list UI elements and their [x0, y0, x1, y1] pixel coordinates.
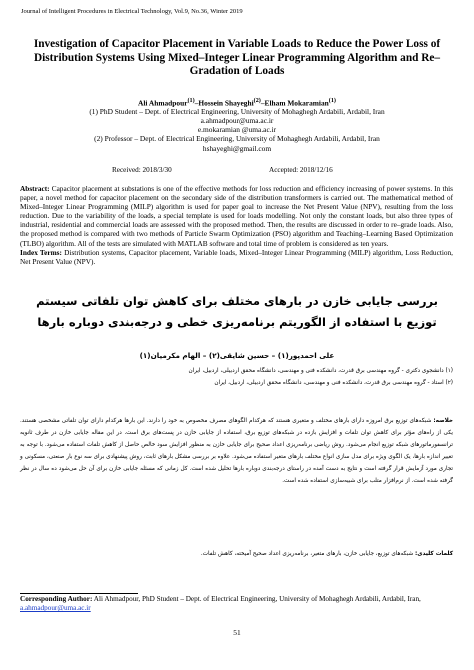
page-number: 51	[233, 628, 241, 637]
author-email: hshayeghi@gmail.com	[202, 144, 272, 153]
author-name: Hossein Shayeghi	[198, 98, 254, 108]
author-email: a.ahmadpour@uma.ac.ir	[200, 116, 274, 125]
persian-title: بررسی جایابی خازن در بارهای مختلف برای کاهش توان تلفاتی سیستم توزیع با استفاده از الگوریتم برنامه‌ریزی خطی و درجه‌بندی دوباره بارها	[36, 294, 438, 329]
persian-abstract	[20, 415, 453, 487]
author-affil-mark: (1)	[187, 98, 195, 104]
persian-abstract-label: خلاصه:	[433, 418, 453, 424]
author-name: Ali Ahmadpour	[138, 98, 188, 108]
author-email: e.mokaramian @uma.ac.ir	[197, 125, 277, 134]
corresponding-author-text: Ali Ahmadpour, PhD Student – Dept. of Electrical Engineering, University of Mohaghegh Ardabili, Ardabil, Iran,	[93, 595, 421, 603]
persian-affiliation-2: (۲) استاد - گروه مهندسی برق قدرت، دانشکده فنی و مهندسی، دانشگاه محقق اردبیلی، اردبیل، ایران	[214, 380, 453, 386]
author-separator: –	[260, 98, 265, 108]
journal-header: Journal of Intelligent Procedures in Electrical Technology, Vol.9, No.36, Winter 2019	[21, 8, 243, 15]
abstract-label: Abstract:	[20, 184, 50, 193]
author-line	[30, 97, 444, 107]
author-separator: –	[194, 98, 199, 108]
abstract-text: Capacitor placement at substations is one of the effective methods for loss reduction and efficiency increasing of power systems. In this paper, a novel method for capacitor placement on the secondary side of the distribution transformers is carried out. The mathematical method of Mixed–Integer Linear Programming (MILP) algorithm is used for paper goal to increase the Net Present Value (NPV), resulting from the loss reduction. Due to the variability of the loads, a special template is used for loads modelling. Not only the constant loads, but also three types of industrial, residential and commercial loads are assessed with the proposed method. Then, the results are discussed in order to re–grade loads. Also, the proposed method is compared with two methods of Particle Swarm Optimization (PSO) algorithm and Teaching–Learning Based Optimization (TLBO) algorithm. All of the tests are simulated with MATLAB software and total time of problem is considered as ten years.	[20, 184, 454, 248]
author-name: Elham Mokaramian	[264, 98, 329, 108]
accepted-date: Accepted: 2018/12/16	[269, 166, 333, 174]
english-abstract	[20, 184, 453, 266]
index-terms-paragraph	[20, 248, 453, 266]
affiliation-2: (2) Professor – Dept. of Electrical Engineering, University of Mohaghegh Ardabili, Ardabil, Iran	[94, 134, 380, 143]
persian-keywords-text: شبکه‌های توزیع، جایابی خازن، بارهای متغیر، برنامه‌ریزی اعداد صحیح آمیخته، کاهش تلفات.	[200, 551, 414, 557]
paper-title: Investigation of Capacitor Placement in Variable Loads to Reduce the Power Loss of Distribution Systems Using Mixed–Integer Linear Programming Algorithm and Re–Gradation of Loads	[33, 38, 441, 78]
persian-abstract-text: شبکه‌های توزیع برق امروزه دارای بارهای مختلف و متغیری هستند که هرکدام الگوهای مصرف مخصوص به خود را دارند. این بارها هرکدام دارای توان تلفاتی مشخصی هستند. یکی از راه‌های مؤثر برای کاهش توان تلفات و افزایش بازده در شبکه‌های توزیع برق، استفاده از جایابی خازن در پست‌های برق است. در این مقاله جایابی خازن در طرف ثانویه ترانسفورماتورهای شبکه توزیع انجام می‌شود. روش ریاضی برنامه‌ریزی اعداد صحیح برای جایابی خازن به منظور افزایش سود خالص حاصل از کاهش تلفات استفاده می‌شود. با توجه به تغییر اندازه بارها، یک الگوی ویژه برای مدل سازی انواع مختلف بارهای متغیر استفاده می‌شود. علاوه بر بررسی مشکل بارهای ثابت، روش پیشنهادی برای سه نوع بار صنعتی، مسکونی و تجاری مورد آزمایش قرار گرفته است و نتایج به دست آمده در راستای درجه‌بندی دوباره بارها تحلیل شده است. کل زمانی که مسئله جایابی خازن برای آن حل می‌شود ده سال در نظر گرفته شده است. از نرم‌افزار متلب برای شبیه‌سازی استفاده شده است.	[20, 418, 453, 484]
author-affil-mark: (1)	[328, 98, 336, 104]
author-affil-mark: (2)	[253, 98, 261, 104]
affiliation-1: (1) PhD Student – Dept. of Electrical Engineering, University of Mohaghegh Ardabili, Ardabil, Iran	[89, 107, 385, 116]
persian-keywords-label: کلمات کلیدی:	[415, 551, 453, 557]
persian-affiliation-1: (۱) دانشجوی دکتری - گروه مهندسی برق قدرت، دانشکده فنی و مهندسی، دانشگاه محقق اردبیلی، اردبیل، ایران	[188, 368, 453, 374]
index-terms-label: Index Terms:	[20, 247, 62, 257]
corresponding-author-email-link[interactable]: a.ahmadpour@uma.ac.ir	[20, 604, 91, 613]
persian-author-line: علی احمدپور‎(۱)‏ – حسین شایقی‎(۲)‏ – الهام مکرمیان‎(۱)‏	[139, 351, 335, 360]
footnote-divider	[20, 593, 138, 594]
persian-keywords	[20, 549, 453, 559]
corresponding-author-footnote	[20, 595, 453, 613]
received-date: Received: 2018/3/30	[112, 166, 172, 174]
abstract-paragraph	[20, 184, 453, 248]
corresponding-author-label: Corresponding Author:	[20, 595, 93, 603]
index-terms-text: Distribution systems, Capacitor placement, Variable loads, Mixed–Integer Linear Programming (MILP) algorithm, Loss Reduction, Net Present Value (NPV).	[20, 247, 454, 266]
